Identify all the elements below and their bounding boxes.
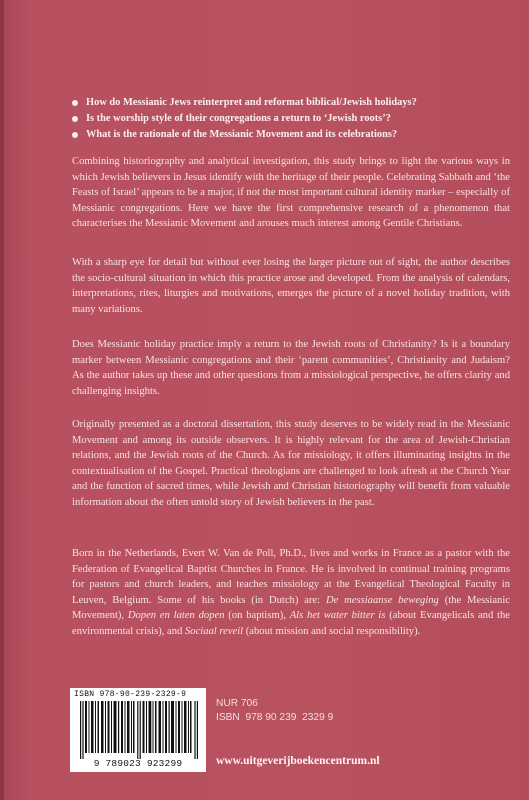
spine-edge [0, 0, 4, 800]
question-text: What is the rationale of the Messianic Movement and its celebrations? [86, 129, 398, 140]
bio-text: Born in the Netherlands, Evert W. Van de Poll, Ph.D., lives and works in France as a pastor with the Federation of Evangelical Baptist Churches in France. He is involved in continual training programs for pastors and church leaders, and teaches missiology at the Evangelical Theological Faculty in Leuven, Belgium. Some of his books (in Dutch) are: [72, 548, 510, 606]
bio-text: (on baptism), [224, 610, 290, 621]
book-title: Sociaal reveil [184, 625, 244, 637]
question-item [72, 95, 512, 111]
publisher-url[interactable]: www.uitgeverijboekencentrum.nl [216, 755, 380, 767]
bullet-icon [72, 132, 78, 138]
bio-text: (the Messianic Movement), [72, 594, 510, 621]
nur-code: NUR 706 [216, 698, 258, 709]
question-text: How do Messianic Jews reinterpret and reformat biblical/Jewish holidays? [86, 97, 417, 108]
bullet-icon [72, 116, 78, 122]
barcode [70, 688, 206, 772]
question-list [72, 95, 512, 143]
book-title: De messiaanse beweging [325, 594, 439, 606]
barcode-bars-icon [80, 701, 198, 759]
question-text: Is the worship style of their congregations a return to ‘Jewish roots’? [86, 113, 391, 124]
barcode-isbn-label: ISBN 978-90-239-2329-9 [74, 690, 187, 699]
question-item [72, 127, 512, 143]
author-bio [72, 546, 510, 639]
isbn-number: ISBN 978 90 239 2329 9 [216, 712, 334, 723]
summary-paragraph-1: Combining historiography and analytical investigation, this study brings to light the various ways in which Jewish believers in Jesus identify with the heritage of their people. Celebrating Sabbath and ‘the Feasts of Israel’ appears to be a major, if not the most important cultural identity marker – especially of Messianic congregations. Here we have the first comprehensive research of a phenomenon that characterises the Messianic Movement and arouses much interest among Gentile Christians. [72, 156, 510, 229]
barcode-digits: 9 789023 923299 [93, 758, 183, 769]
book-title: Als het water bitter is [289, 610, 386, 621]
bullet-icon [72, 100, 78, 106]
summary-paragraph-4: Originally presented as a doctoral dissertation, this study deserves to be widely read in the Messianic Movement and among its outside observers. It is highly relevant for the area of Jewish-Christian relations, and the Jewish roots of the Church. As for missiology, it offers illuminating insights in the contextualisation of the Gospel. Practical theologians are challenged to look afresh at the Church Year and the function of sacred times, while Jewish and Christian historiography will benefit from valuable information about the often untold story of Jewish believers in the past. [72, 419, 510, 508]
summary-paragraph-2: With a sharp eye for detail but without ever losing the larger picture out of sight, the author describes the socio-cultural situation in which this practice arose and developed. From the analysis of calendars, interpretations, rites, liturgies and motivations, emerges the picture of a novel holiday tradition, with many variations. [72, 257, 510, 315]
book-title: Dopen en laten dopen [127, 610, 225, 621]
summary-paragraph-3: Does Messianic holiday practice imply a return to the Jewish roots of Christianity? Is it a boundary marker between Messianic congregations and their ‘parent communities’, Christianity and Judaism? As the author takes up these and other questions from a missiological perspective, he offers clarity and challenging insights. [72, 339, 510, 397]
bio-text: (about Evangelicals and the environmental crisis), and [72, 610, 510, 637]
bio-text: (about mission and social responsibility). [243, 625, 421, 637]
question-item [72, 111, 512, 127]
